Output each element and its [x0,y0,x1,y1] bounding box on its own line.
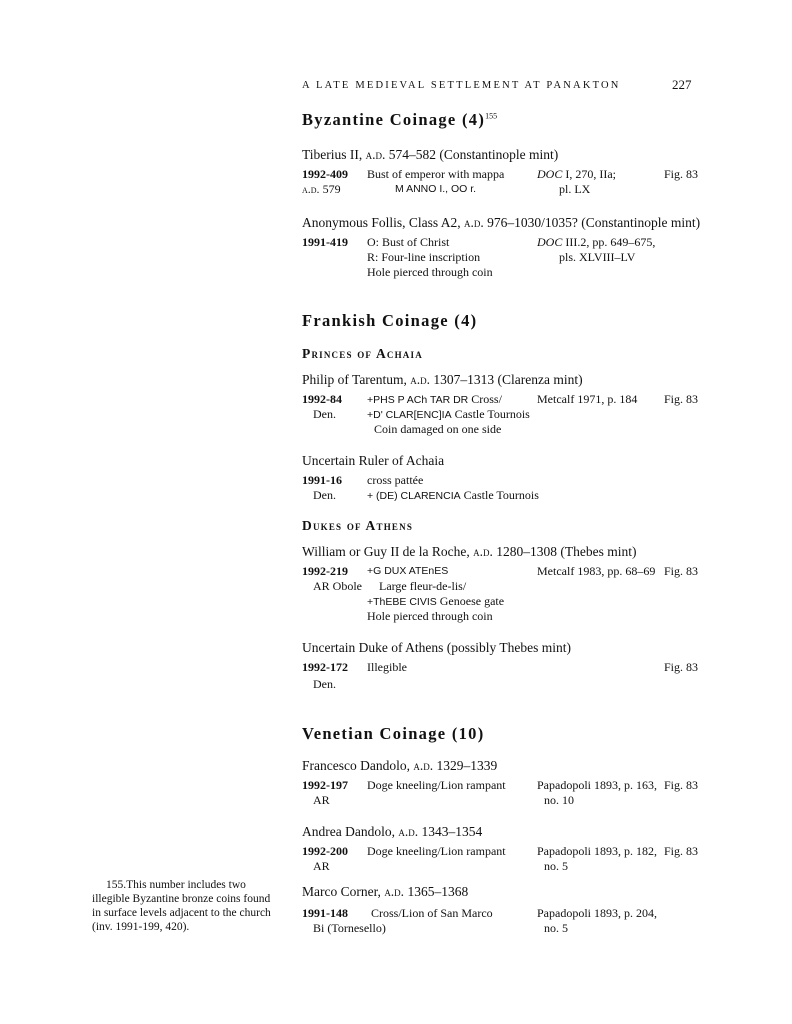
inventory-number: 1992-84 [302,392,342,406]
inventory-number: 1992-409 [302,167,348,181]
coin-description: Cross/Lion of San Marco [371,906,493,920]
coin-reference: DOC I, 270, IIa; [537,167,616,181]
coin-reference: Papadopoli 1893, p. 182, [537,844,657,858]
coin-description: Hole pierced through coin [367,609,493,623]
footnote-line: illegible Byzantine bronze coins found [92,893,271,905]
figure-ref: Fig. 83 [664,660,699,674]
ruler-tiberius: Tiberius II, a.d. 574–582 (Constantinople mint) [302,147,559,162]
coin-legend: +G DUX ATEnES [367,565,449,577]
figure-ref: Fig. 83 [664,167,699,181]
denomination: AR [313,793,330,807]
inventory-number: 1991-16 [302,473,342,487]
denomination: Den. [313,677,336,691]
denomination: Den. [313,407,336,421]
denomination: AR [313,859,330,873]
coin-reference: Papadopoli 1893, p. 163, [537,778,657,792]
coin-reference: pl. LX [559,182,591,196]
section-heading-byzantine: Byzantine Coinage $(4)^{155}$ [302,110,498,129]
subheading-dukes-of-athens: Dukes of Athens [302,518,414,533]
coin-reference: no. 5 [544,859,568,873]
coin-legend: M ANNO I., OO r. [395,183,477,195]
coin-description: +ThEBE CIVIS Genoese gate [367,594,505,608]
section-heading-frankish: Frankish Coinage (4) [302,311,478,330]
coin-description: +PHS P ACh TAR DR Cross/ [367,392,502,406]
inventory-number: 1992-172 [302,660,348,674]
figure-ref: Fig. 83 [664,844,699,858]
ruler-philip: Philip of Tarentum, a.d. 1307–1313 (Clarenza mint) [302,372,583,387]
running-head: A LATE MEDIEVAL SETTLEMENT AT PANAKTON [302,80,621,91]
section-heading-venetian: Venetian Coinage (10) [302,724,485,743]
coin-description: Hole pierced through coin [367,265,493,279]
figure-ref: Fig. 83 [664,392,699,406]
coin-reference: Metcalf 1983, pp. 68–69 [537,564,656,578]
inventory-number: 1992-219 [302,564,348,578]
coin-description: Illegible [367,660,407,674]
coin-description: + (DE) CLARENCIA Castle Tournois [367,488,539,502]
inventory-number: 1992-200 [302,844,348,858]
coin-reference: DOC III.2, pp. 649–675, [537,235,656,249]
coin-description: R: Four-line inscription [367,250,481,264]
coin-description: +D' CLAR[ENC]IA Castle Tournois [367,407,530,421]
coin-description: Bust of emperor with mappa [367,167,505,181]
ruler-anonymous-follis: Anonymous Follis, Class A2, a.d. 976–1030/1035? (Constantinople mint) [302,215,701,230]
footnote-line: in surface levels adjacent to the church [92,907,271,919]
coin-reference: Papadopoli 1893, p. 204, [537,906,657,920]
subheading-princes-of-achaia: Princes of Achaia [302,346,423,361]
denomination: Den. [313,488,336,502]
figure-ref: Fig. 83 [664,564,699,578]
inventory-number: 1992-197 [302,778,348,792]
ruler-marco: Marco Corner, a.d. 1365–1368 [302,884,469,899]
coin-description: Doge kneeling/Lion rampant [367,844,506,858]
denomination: AR Obole [313,579,362,593]
coin-description: O: Bust of Christ [367,235,450,249]
coin-reference: pls. XLVIII–LV [559,250,636,264]
coin-description: cross pattée [367,473,424,487]
ruler-uncertain-achaia: Uncertain Ruler of Achaia [302,453,445,468]
page-number: 227 [672,77,692,92]
coin-reference: no. 10 [544,793,574,807]
coin-description: Doge kneeling/Lion rampant [367,778,506,792]
ruler-andrea: Andrea Dandolo, a.d. 1343–1354 [302,824,483,839]
inventory-number: 1991-148 [302,906,348,920]
coin-reference: Metcalf 1971, p. 184 [537,392,638,406]
footnote-line: (inv. 1991-199, 420). [92,921,190,933]
footnote-line: 155.This number includes two [106,879,246,891]
denomination: Bi (Tornesello) [313,921,386,935]
figure-ref: Fig. 83 [664,778,699,792]
footnote-ref[interactable]: 155 [485,111,498,121]
ruler-uncertain-athens: Uncertain Duke of Athens (possibly Thebes mint) [302,640,571,655]
coin-description: Coin damaged on one side [374,422,502,436]
coin-date: a.d. 579 [302,182,341,196]
ruler-francesco: Francesco Dandolo, a.d. 1329–1339 [302,758,498,773]
coin-reference: no. 5 [544,921,568,935]
ruler-william: William or Guy II de la Roche, a.d. 1280–1308 (Thebes mint) [302,544,637,559]
inventory-number: 1991-419 [302,235,348,249]
coin-description: Large fleur-de-lis/ [379,579,467,593]
